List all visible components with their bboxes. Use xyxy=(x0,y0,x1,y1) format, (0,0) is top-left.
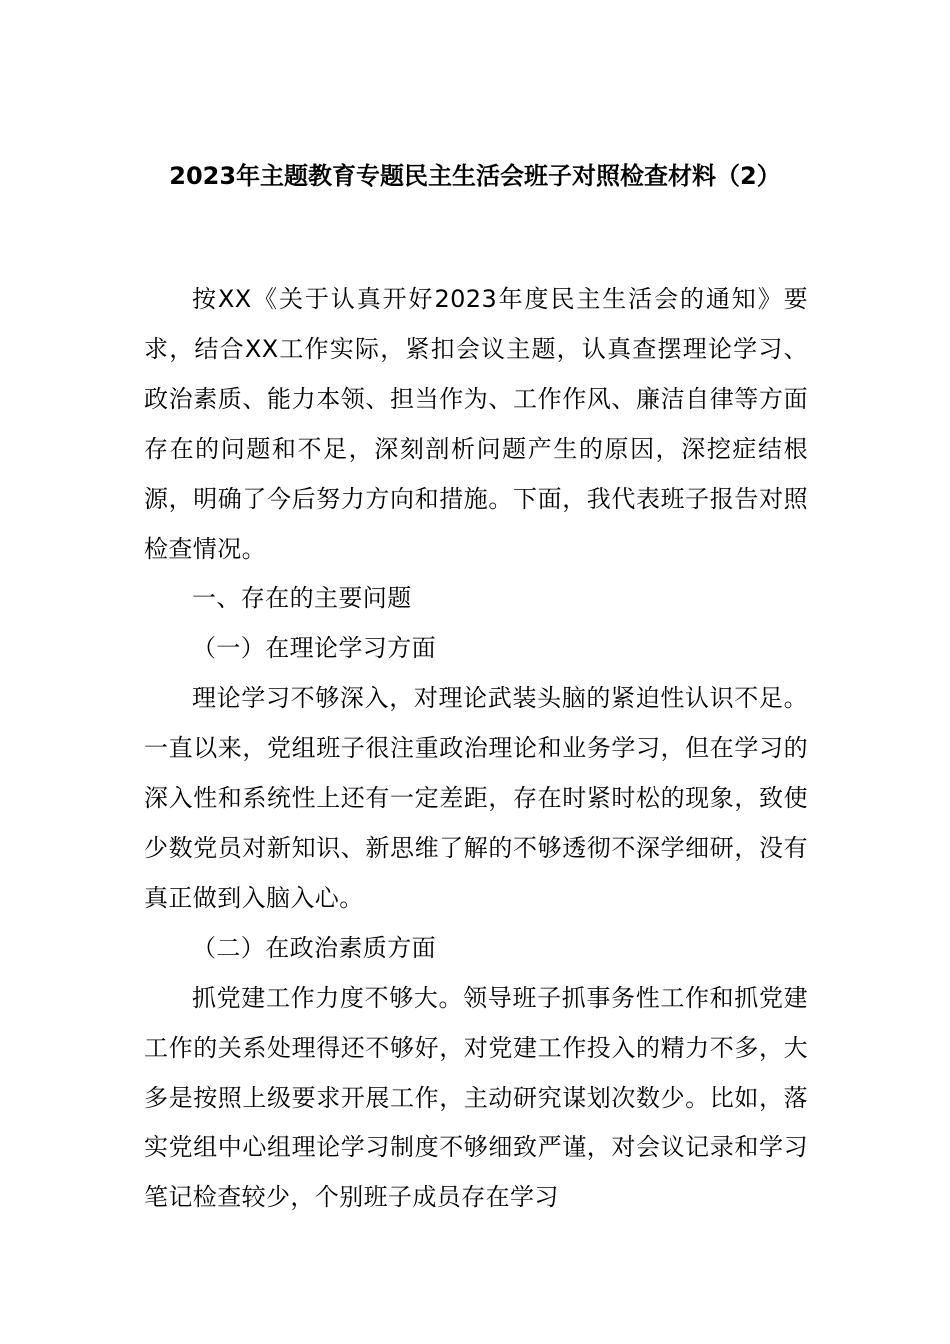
theory-study-paragraph: 理论学习不够深入，对理论武装头脑的紧迫性认识不足。一直以来，党组班子很注重政治理论和业务学习，但在学习的深入性和系统性上还有一定差距，存在时紧时松的现象，致使少数党员对新知识、新思维了解的不够透彻不深学细研，没有真正做到入脑入心。 xyxy=(144,684,808,912)
document-title: 2023年主题教育专题民主生活会班子对照检查材料（2） xyxy=(169,162,781,190)
political-quality-paragraph: 抓党建工作力度不够大。领导班子抓事务性工作和抓党建工作的关系处理得还不够好，对党建工作投入的精力不多，大多是按照上级要求开展工作，主动研究谋划次数少。比如，落实党组中心组理论学习制度不够细致严谨，对会议记录和学习笔记检查较少，个别班子成员存在学习 xyxy=(144,983,808,1212)
subsection-heading-political-quality: （二）在政治素质方面 xyxy=(192,933,436,962)
subsection-heading-theory-study: （一）在理论学习方面 xyxy=(192,634,436,663)
document-body xyxy=(144,275,808,1223)
intro-paragraph: 按XX《关于认真开好2023年度民主生活会的通知》要求，结合XX工作实际，紧扣会议主题，认真查摆理论学习、政治素质、能力本领、担当作为、工作作风、廉洁自律等方面存在的问题和不足，深刻剖析问题产生的原因，深挖症结根源，明确了今后努力方向和措施。下面，我代表班子报告对照检查情况。 xyxy=(144,285,808,563)
section-heading-problems: 一、存在的主要问题 xyxy=(192,584,412,613)
